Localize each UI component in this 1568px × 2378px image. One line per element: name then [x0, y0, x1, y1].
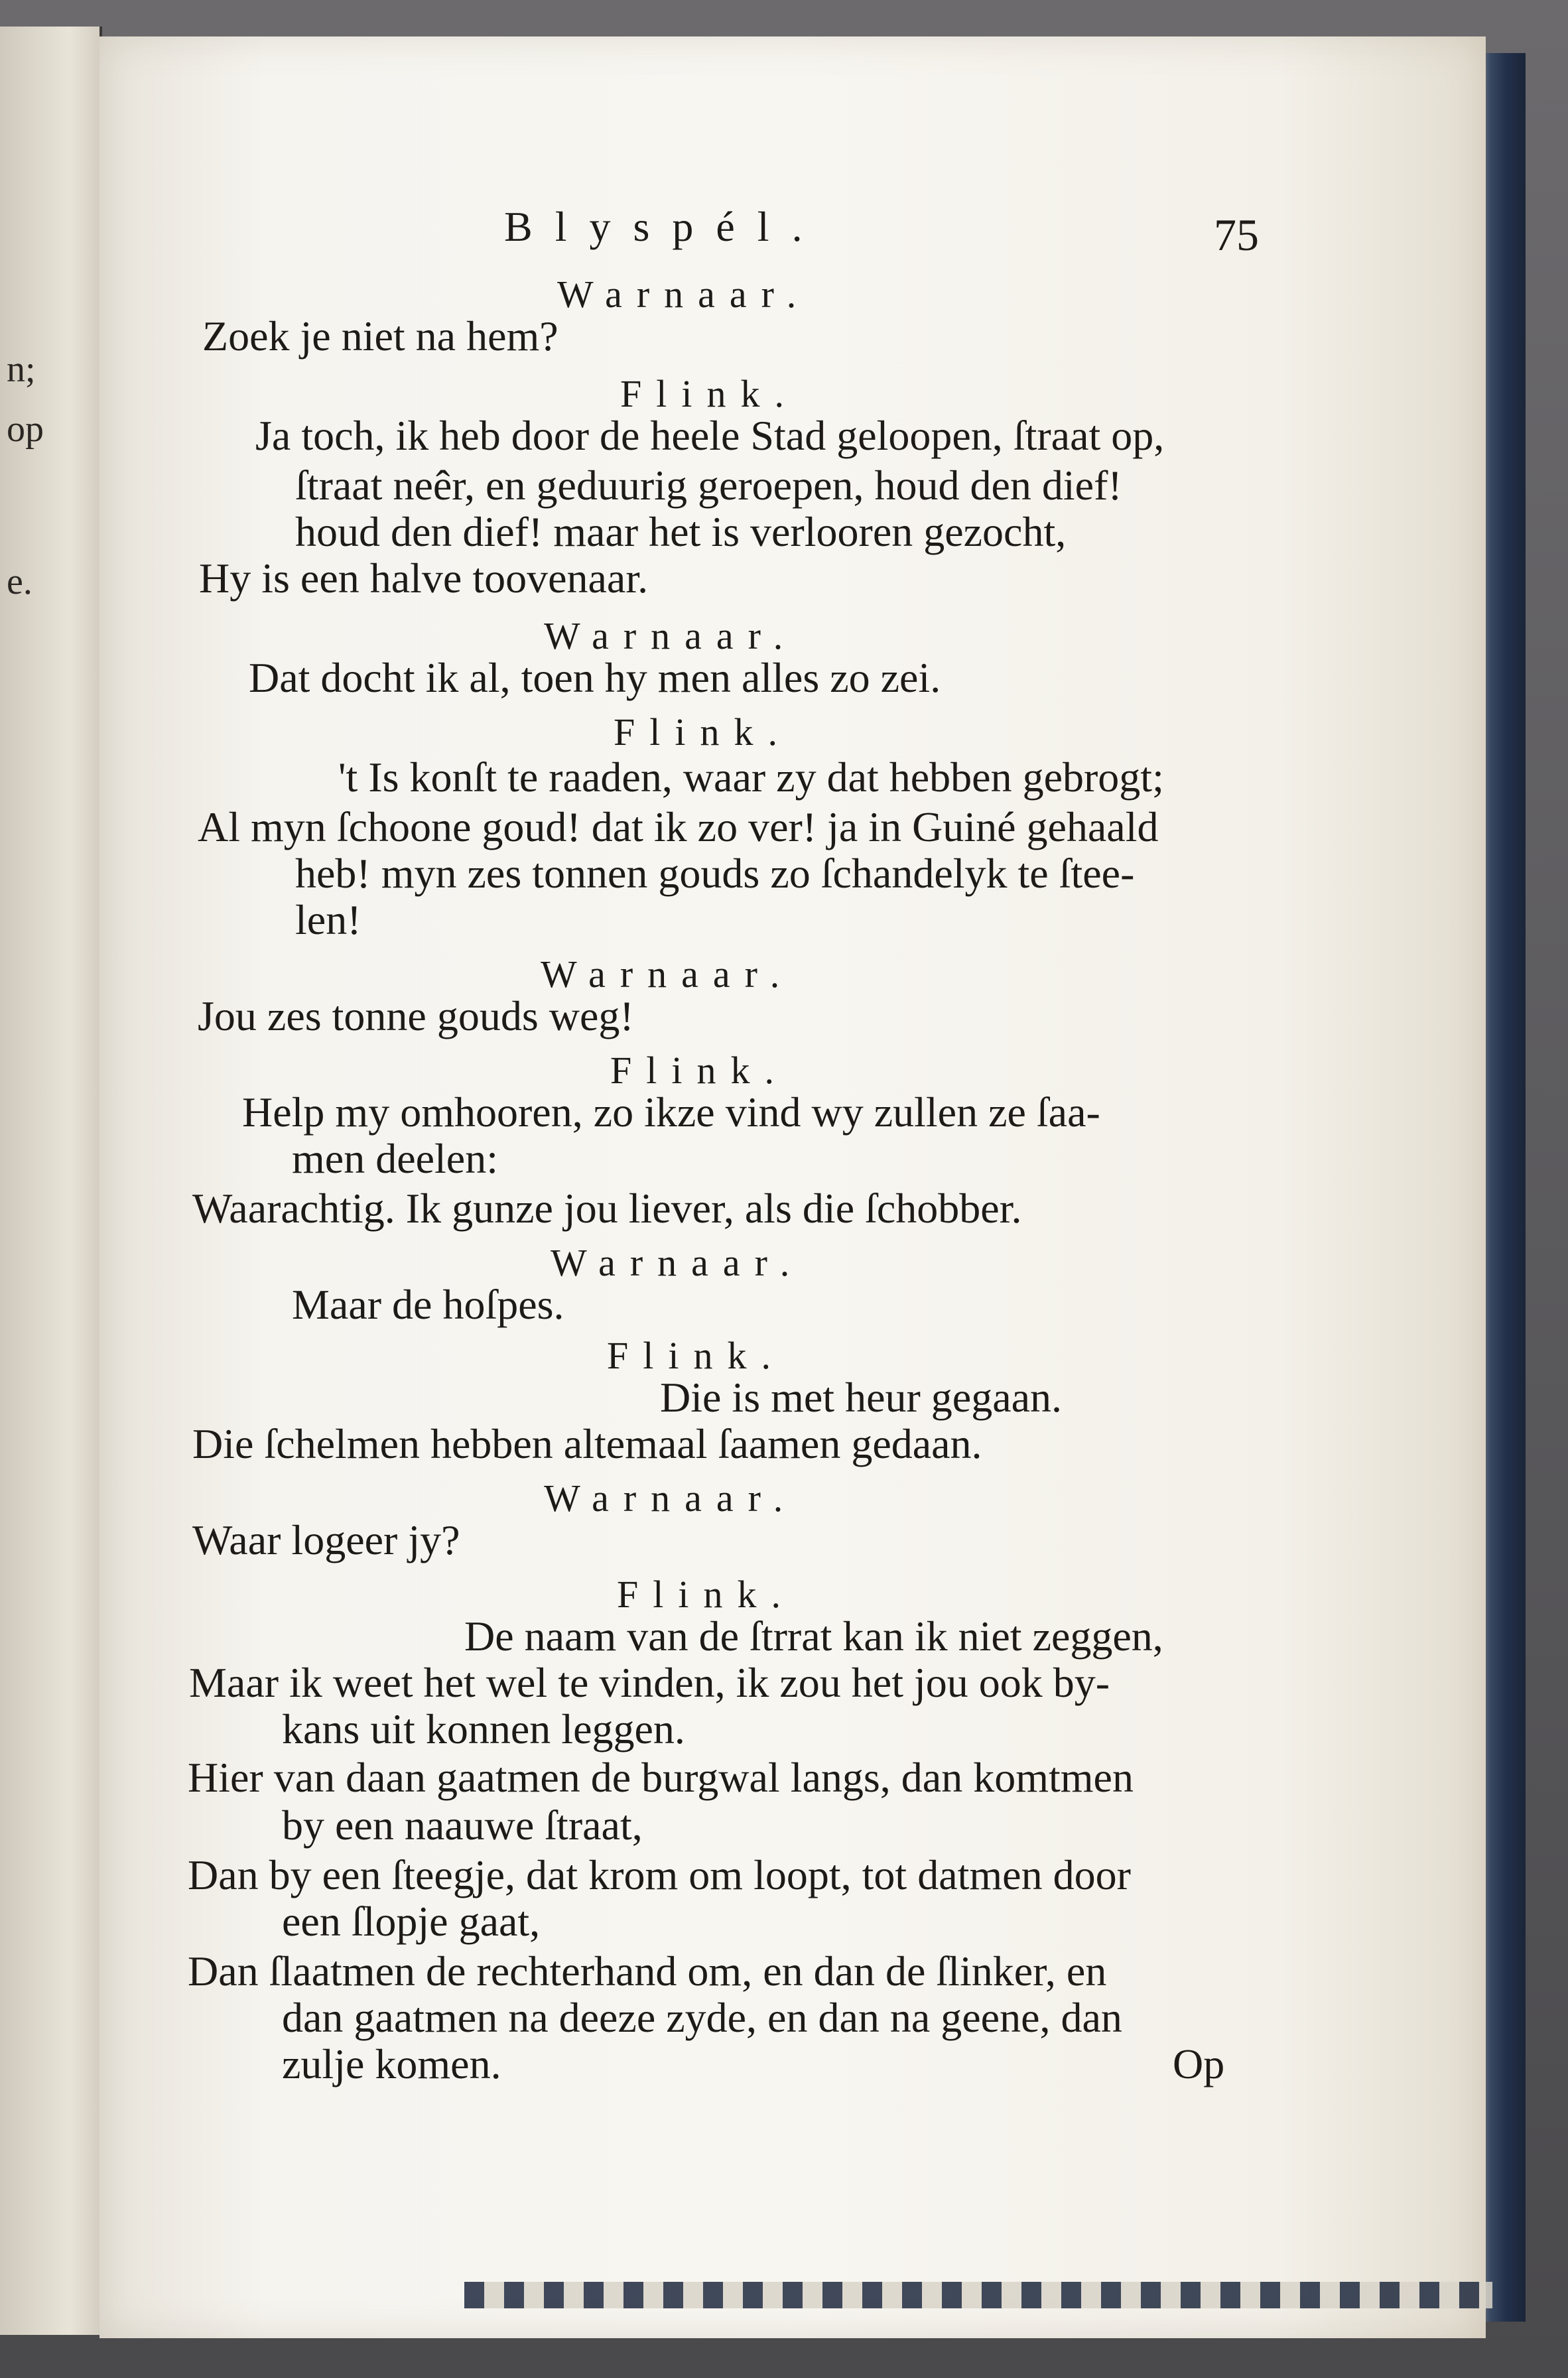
speaker-label: Warnaar. — [551, 1241, 805, 1284]
speaker-label: Warnaar. — [557, 273, 811, 316]
catchword: Op — [1173, 2040, 1225, 2087]
speaker-label: Warnaar. — [544, 1477, 798, 1520]
speaker-label: Warnaar. — [544, 614, 798, 657]
text-line: Hier van daan gaatmen de burgwal langs, dan komtmen — [188, 1754, 1134, 1801]
text-line: Die ſchelmen hebben altemaal ſaamen gedaan. — [192, 1420, 982, 1467]
text-line: Dan ſlaatmen de rechterhand om, en dan de ſlinker, en — [188, 1948, 1107, 1995]
text-line: dan gaatmen na deeze zyde, en dan na geene, dan — [282, 1994, 1122, 2041]
text-line: Maar de hoſpes. — [292, 1281, 564, 1328]
text-line: by een naauwe ſtraat, — [282, 1802, 643, 1849]
text-line: Ja toch, ik heb door de heele Stad geloopen, ſtraat op, — [255, 412, 1165, 459]
text-line: Waar logeer jy? — [192, 1516, 460, 1563]
speaker-label: Flink. — [617, 1573, 795, 1616]
text-line: len! — [295, 896, 361, 943]
text-line: Maar ik weet het wel te vinden, ik zou het jou ook by- — [189, 1659, 1110, 1706]
text-line: Waarachtig. Ik gunze jou liever, als die ſchobber. — [192, 1185, 1022, 1232]
text-line: Dan by een ſteegje, dat krom om loopt, tot datmen door — [188, 1851, 1131, 1898]
text-line: een ſlopje gaat, — [282, 1898, 541, 1945]
speaker-label: Flink. — [607, 1334, 785, 1377]
prev-fragment: n; — [7, 349, 36, 390]
speaker-label: Warnaar. — [541, 953, 795, 996]
running-head: Blyspél. — [504, 203, 825, 250]
text-line: Jou zes tonne gouds weg! — [198, 992, 634, 1039]
speaker-label: Flink. — [614, 710, 792, 754]
text-line: De naam van de ſtrrat kan ik niet zeggen, — [464, 1613, 1163, 1660]
text-line: houd den dief! maar het is verlooren gezocht, — [295, 508, 1067, 555]
text-line: Hy is een halve toovenaar. — [199, 555, 649, 602]
text-line: heb! myn zes tonnen gouds zo ſchandelyk te ſtee- — [295, 850, 1135, 897]
previous-page — [0, 27, 102, 2335]
text-line: zulje komen. — [282, 2040, 501, 2087]
speaker-label: Flink. — [610, 1049, 789, 1092]
text-line: Dat docht ik al, toen hy men alles zo zei. — [249, 654, 941, 701]
speaker-label: Flink. — [620, 372, 799, 415]
text-line: kans uit konnen leggen. — [282, 1705, 685, 1752]
text-line: 't Is konſt te raaden, waar zy dat hebben gebrogt; — [338, 754, 1164, 801]
page-number: 75 — [1214, 210, 1259, 260]
text-line: ſtraat neêr, en geduurig geroepen, houd den dief! — [295, 462, 1122, 509]
text-line: Zoek je niet na hem? — [202, 312, 558, 360]
bottom-binding — [464, 2282, 1492, 2308]
prev-fragment: op — [7, 409, 44, 450]
prev-fragment: e. — [7, 561, 33, 602]
text-line: men deelen: — [292, 1135, 498, 1182]
text-line: Help my omhooren, zo ikze vind wy zullen ze ſaa- — [242, 1089, 1100, 1136]
text-line: Al myn ſchoone goud! dat ik zo ver! ja in Guiné gehaald — [198, 803, 1159, 850]
text-line: Die is met heur gegaan. — [660, 1374, 1062, 1421]
